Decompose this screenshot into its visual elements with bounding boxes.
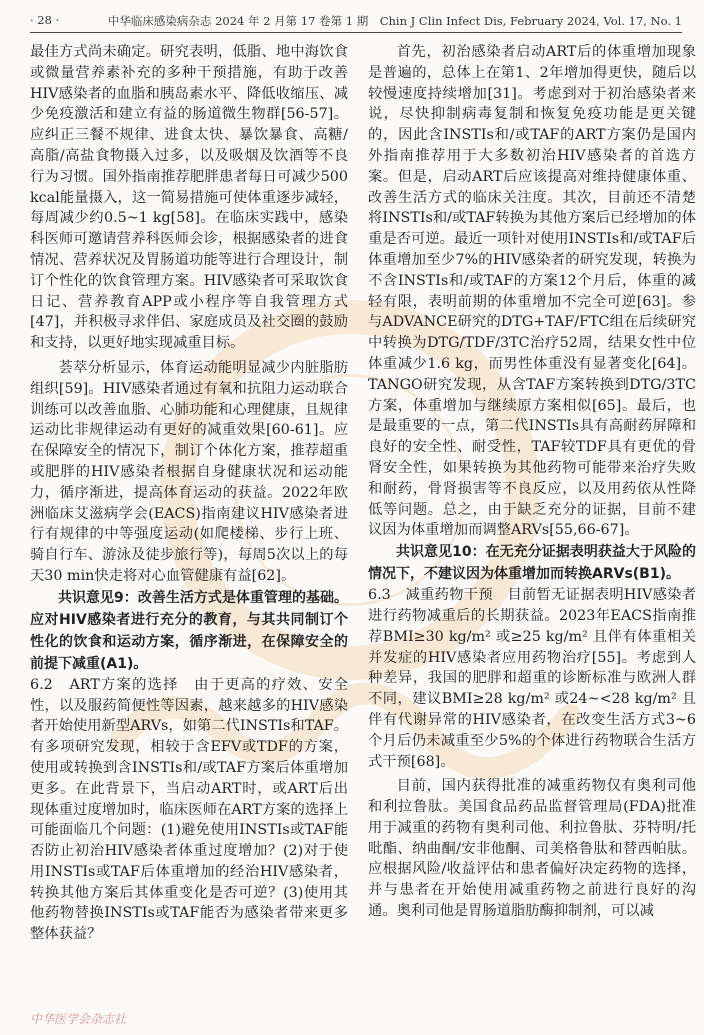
consensus-statement-10: 共识意见10：在无充分证据表明获益大于风险的情况下，不建议因为体重增加而转换ARVs(B1)。 [368, 544, 696, 583]
section-6-2: 6.2 ART方案的选择 由于更高的疗效、安全性，以及服药简便性等因素，越来越多的HIV感染者开始使用新型ARVs，如第二代INSTIs和TAF。有多项研究发现，相较于含EFV或TDF的方案，使用或转换到含INSTIs和/或TAF方案后体重增加更多。在此背景下，当启动ART时，或ART后出现体重过度增加时，临床医师在ART方案的选择上可能面临几个问题：(1)避免使用INSTIs或TAF能否防止初治HIV感染者体重过度增加？(2)对于使用INSTIs或TAF后体重增加的经治HIV感染者，转换其他方案后其体重变化是否可逆？(3)使用其他药物替换INSTIs或TAF能否为感染者带来更多整体获益？ [30, 676, 348, 943]
paragraph: 首先，初治感染者启动ART后的体重增加现象是普遍的，总体上在第1、2年增加得更快，随后以较慢速度持续增加[31]。考虑到对于初治感染者来说，尽快抑制病毒复制和恢复免疫功能是更关键的，因此含INSTIs和/或TAF的ART方案仍是国内外指南推荐用于大多数初治HIV感染者的首选方案。但是，启动ART后应该提高对维持健康体重、改善生活方式的临床关注度。其次，目前还不清楚将INSTIs和/或TAF转换为其他方案后已经增加的体重是否可逆。最近一项针对使用INSTIs和/或TAF后体重增加至少7%的HIV感染者的研究发现，转换为不含INSTIs和/或TAF的方案12个月后，体重的减轻有限，表明前期的体重增加不完全可逆[63]。参与ADVANCE研究的DTG+TAF/FTC组在后续研究中转换为DTG/TDF/3TC治疗52周，结果女性中位体重减少1.6 kg，而男性体重没有显著变化[64]。TANGO研究发现，从含TAF方案转换到DTG/3TC方案，体重增加与继续原方案相似[65]。最后，也是最重要的一点，第二代INSTIs具有高耐药屏障和良好的安全性、耐受性，TAF较TDF具有更优的骨肾安全性，如果转换为其他药物可能带来治疗失败和耐药，骨肾损害等不良反应，以及用药依从性降低等问题。总之，由于缺乏充分的证据，目前不建议因为体重增加而调整ARVs[55,66-67]。 [368, 44, 696, 539]
running-header [30, 10, 682, 33]
publisher-logo-icon: 中华医学会杂志社 [30, 1012, 127, 1026]
consensus-statement-9: 共识意见9：改善生活方式是体重管理的基础。应对HIV感染者进行充分的教育，与其共同制订个性化的饮食和运动方案，循序渐进，在保障安全的前提下减重(A1)。 [30, 589, 348, 672]
paragraph: 荟萃分析显示，体育运动能明显减少内脏脂肪组织[59]。HIV感染者通过有氧和抗阻力运动联合训练可以改善血脂、心肺功能和心理健康，且规律运动比非规律运动有更好的减重效果[60-61]。应在保障安全的情况下，制订个体化方案，推荐超重或肥胖的HIV感染者根据自身健康状况和运动能力，循序渐进，提高体育运动的获益。2022年欧洲临床艾滋病学会(EACS)指南建议HIV感染者进行有规律的中等强度运动(如爬楼梯、步行上班、骑自行车、游泳及徒步旅行等)，每周5次以上的每天30 min快走将对心血管健康有益[62]。 [30, 359, 348, 584]
journal-citation: 中华临床感染病杂志 2024 年 2 月第 17 卷第 1 期 Chin J Clin Infect Dis, February 2024, Vol. 17, No. 1 [107, 14, 682, 28]
page-number: · 28 · [30, 13, 60, 27]
paragraph: 最佳方式尚未确定。研究表明，低脂、地中海饮食或微量营养素补充的多种干预措施，有助于改善HIV感染者的血脂和胰岛素水平、降低收缩压、减少免疫激活和建立有益的肠道微生物群[56-57]。应纠正三餐不规律、进食太快、暴饮暴食、高糖/高脂/高盐食物摄入过多，以及吸烟及饮酒等不良行为习惯。国外指南推荐肥胖患者每日可减少500 kcal能量摄入，这一简易措施可使体重逐步减轻，每周减少约0.5~1 kg[58]。在临床实践中，感染科医师可邀请营养科医师会诊，根据感染者的进食情况、营养状况及胃肠道功能等进行合理设计，制订个性化的饮食管理方案。HIV感染者可采取饮食日记、营养教育APP或小程序等自我管理方式[47]，并积极寻求伴侣、家庭成员及社交圈的鼓励和支持，以更好地实现减重目标。 [30, 44, 348, 352]
section-6-3: 6.3 减重药物干预 目前暂无证据表明HIV感染者进行药物减重后的长期获益。2023年EACS指南推荐BMI≥30 kg/m² 或≥25 kg/m² 且伴有体重相关并发症的HIV感染者应用药物治疗[55]。考虑到人种差异，我国的肥胖和超重的诊断标准与欧洲人群不同，建议BMI≥28 kg/m² 或24~<28 kg/m² 且伴有代谢异常的HIV感染者，在改变生活方式3~6个月后仍未减重至少5%的个体进行药物联合生活方式干预[68]。 [368, 587, 696, 770]
left-column [30, 42, 348, 945]
right-column [368, 42, 696, 922]
paragraph: 目前，国内获得批准的减重药物仅有奥利司他和利拉鲁肽。美国食品药品监督管理局(FDA)批准用于减重的药物有奥利司他、利拉鲁肽、芬特明/托吡酯、纳曲酮/安非他酮、司美格鲁肽和替西帕肽。应根据风险/收益评估和患者偏好决定药物的选择，并与患者在开始使用减重药物之前进行良好的沟通。奥利司他是胃肠道脂肪酶抑制剂，可以减 [368, 778, 696, 920]
